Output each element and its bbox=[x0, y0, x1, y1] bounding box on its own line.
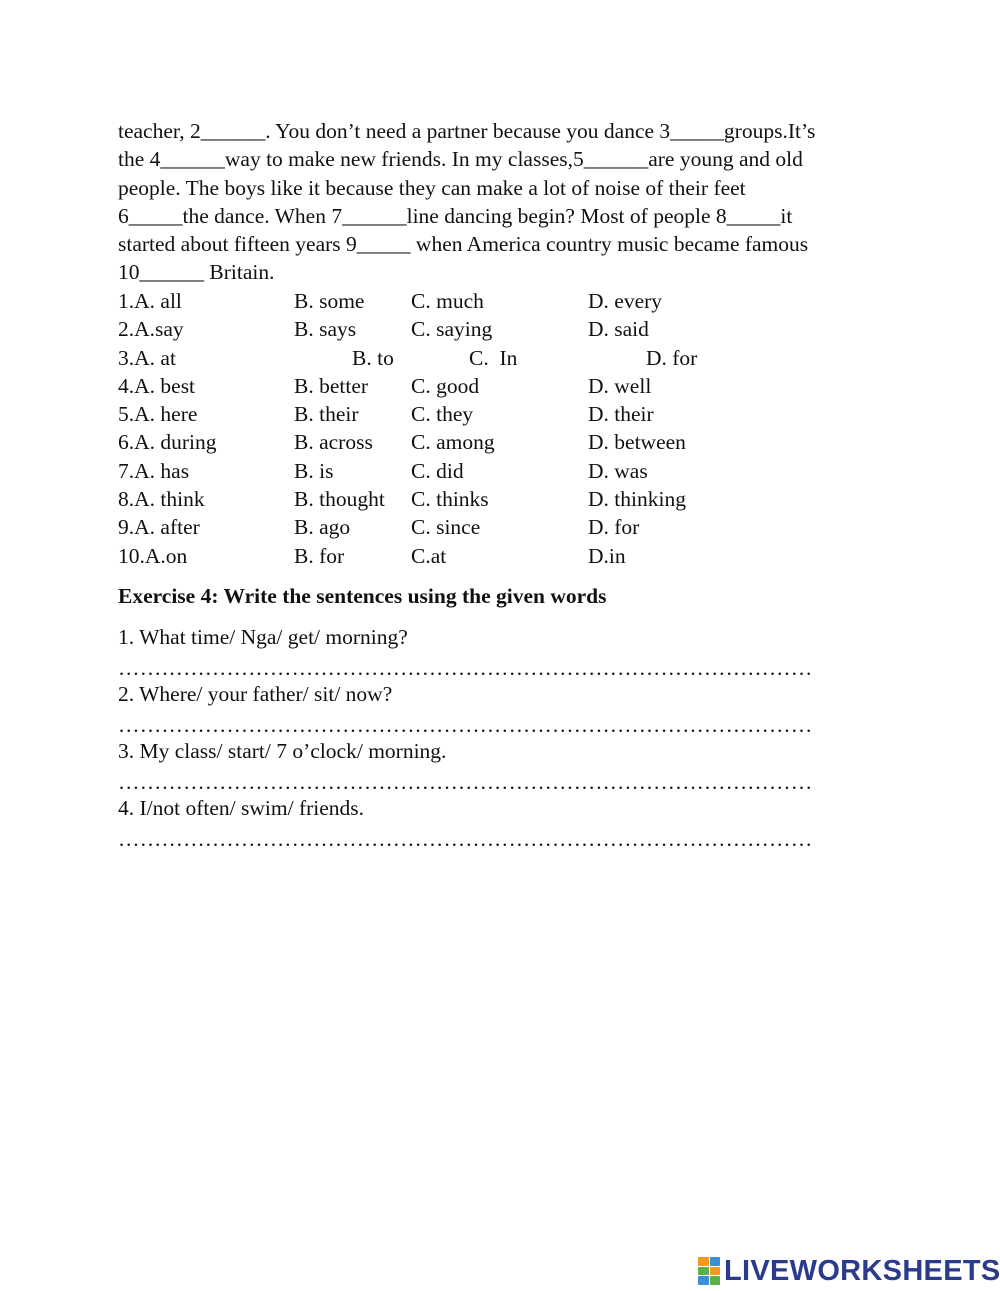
passage-line: teacher, 2______. You don’t need a partner because you dance 3_____groups.It’s bbox=[118, 119, 816, 143]
option-d[interactable]: D. thinking bbox=[588, 487, 686, 512]
option-a[interactable]: 7.A. has bbox=[118, 458, 190, 483]
option-c[interactable]: C.at bbox=[411, 543, 447, 568]
option-a[interactable]: 9.A. after bbox=[118, 515, 200, 540]
answer-line-2[interactable]: …………………………………………………………………………………… bbox=[118, 713, 813, 737]
option-a[interactable]: 5.A. here bbox=[118, 402, 198, 427]
options-row-7 bbox=[118, 457, 818, 485]
options-row-6 bbox=[118, 428, 818, 456]
option-d[interactable]: D. for bbox=[588, 515, 640, 540]
exercise-4-item-1: 1. What time/ Nga/ get/ morning? bbox=[118, 625, 408, 649]
passage-line: 6_____the dance. When 7______line dancing begin? Most of people 8_____it bbox=[118, 203, 793, 228]
option-d[interactable]: D. well bbox=[588, 373, 652, 398]
logo-block bbox=[698, 1276, 709, 1285]
option-b[interactable]: B. ago bbox=[294, 515, 351, 540]
option-c[interactable]: C. much bbox=[411, 289, 484, 313]
option-c[interactable]: C. In bbox=[469, 345, 518, 370]
option-c[interactable]: C. thinks bbox=[411, 487, 489, 512]
options-row-5 bbox=[118, 400, 818, 428]
options-row-3 bbox=[118, 344, 818, 372]
passage bbox=[118, 117, 878, 287]
exercise-4-item-4: 4. I/not often/ swim/ friends. bbox=[118, 796, 365, 820]
logo-block bbox=[698, 1257, 709, 1266]
option-b[interactable]: B. better bbox=[294, 373, 369, 398]
option-c[interactable]: C. good bbox=[411, 373, 480, 398]
exercise-4-item-3: 3. My class/ start/ 7 o’clock/ morning. bbox=[118, 739, 447, 763]
passage-line: 10______ Britain. bbox=[118, 260, 275, 285]
options-row-4 bbox=[118, 372, 818, 400]
option-a[interactable]: 1.A. all bbox=[118, 289, 182, 313]
logo-block bbox=[710, 1257, 721, 1266]
logo-block bbox=[710, 1276, 721, 1285]
option-a[interactable]: 4.A. best bbox=[118, 373, 196, 398]
option-d[interactable]: D.in bbox=[588, 543, 626, 568]
options-row-9 bbox=[118, 513, 818, 541]
liveworksheets-logo[interactable] bbox=[698, 1255, 1000, 1287]
option-d[interactable]: D. said bbox=[588, 317, 649, 342]
answer-line-4[interactable]: …………………………………………………………………………………… bbox=[118, 827, 813, 851]
option-d[interactable]: D. between bbox=[588, 430, 686, 455]
option-d[interactable]: D. was bbox=[588, 458, 648, 483]
exercise-4-title: Exercise 4: Write the sentences using the given words bbox=[118, 584, 607, 608]
logo-text: LIVEWORKSHEETS bbox=[724, 1254, 1000, 1287]
option-c[interactable]: C. saying bbox=[411, 317, 493, 342]
option-a[interactable]: 10.A.on bbox=[118, 543, 188, 568]
option-b[interactable]: B. says bbox=[294, 317, 357, 342]
passage-line: started about fifteen years 9_____ when America country music became famous bbox=[118, 232, 809, 257]
passage-line: people. The boys like it because they can make a lot of noise of their feet bbox=[118, 175, 746, 200]
option-a[interactable]: 8.A. think bbox=[118, 487, 205, 512]
option-c[interactable]: C. since bbox=[411, 515, 481, 540]
option-b[interactable]: B. for bbox=[294, 543, 345, 568]
passage-line: the 4______way to make new friends. In my classes,5______are young and old bbox=[118, 147, 803, 172]
options-row-2 bbox=[118, 315, 818, 343]
liveworksheets-logo-icon bbox=[698, 1257, 720, 1285]
logo-block bbox=[698, 1267, 709, 1276]
options-row-8 bbox=[118, 485, 818, 513]
option-c[interactable]: C. among bbox=[411, 430, 495, 455]
option-d[interactable]: D. their bbox=[588, 402, 654, 427]
option-d[interactable]: D. for bbox=[646, 345, 698, 370]
exercise-4-item-2: 2. Where/ your father/ sit/ now? bbox=[118, 682, 393, 706]
option-d[interactable]: D. every bbox=[588, 289, 663, 313]
logo-block bbox=[710, 1267, 721, 1276]
option-b[interactable]: B. their bbox=[294, 402, 359, 427]
option-a[interactable]: 3.A. at bbox=[118, 345, 176, 370]
option-a[interactable]: 6.A. during bbox=[118, 430, 217, 455]
option-c[interactable]: C. they bbox=[411, 402, 474, 427]
option-b[interactable]: B. to bbox=[352, 345, 394, 370]
option-b[interactable]: B. some bbox=[294, 289, 365, 313]
answer-line-3[interactable]: …………………………………………………………………………………… bbox=[118, 770, 813, 794]
answer-line-1[interactable]: …………………………………………………………………………………… bbox=[118, 656, 813, 680]
options-list bbox=[118, 287, 818, 570]
option-a[interactable]: 2.A.say bbox=[118, 317, 184, 342]
options-row-1 bbox=[118, 287, 818, 315]
option-b[interactable]: B. across bbox=[294, 430, 373, 455]
option-c[interactable]: C. did bbox=[411, 458, 464, 483]
option-b[interactable]: B. is bbox=[294, 458, 334, 483]
options-row-10 bbox=[118, 542, 818, 570]
option-b[interactable]: B. thought bbox=[294, 487, 385, 512]
